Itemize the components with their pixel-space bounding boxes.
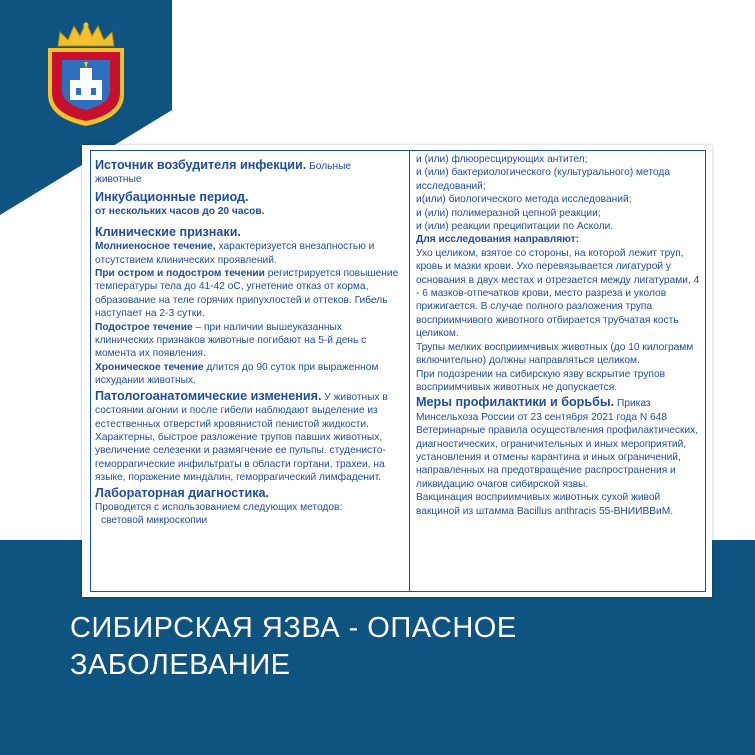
incubation-text: от нескольких часов до 20 часов. (95, 205, 265, 217)
subacute-heading: Подострое течение (95, 321, 193, 333)
patho-text: У животных в состоянии агонии и после гибели наблюдают выделение из естественных отверстий кровянистой пенистой жидкости. Характерны, быстрое разложение трупов павших животных, увеличение селезенки и размягчение ее пульпы. студенисто-геморрагические инфильтраты в области гортани, трахеи, на языке, поражение миндалин, геморрагический лимфаденит. (95, 391, 388, 484)
chronic-heading: Хроническое течение (95, 361, 204, 373)
subacute-text: – при наличии вышеуказанных клинических признаков животные погибают на 5-й день с момента их появления. (95, 321, 367, 360)
chronic-paragraph (95, 361, 403, 388)
source-text-2: животные (95, 174, 142, 186)
method-line-1: и (или) флюоресцирующих антител; (416, 154, 588, 165)
clinical-heading: Клинические признаки. (95, 225, 241, 240)
info-card (82, 145, 712, 597)
acute-text: регистрируется повышение температуры тела до 41-42 оС, угнетение отказ от корма, образование на теле горячих припухлостей и оттеков. Гибель наступает на 2-3 сутки. (95, 268, 399, 320)
prevention-paragraph (416, 394, 701, 491)
lab-text-2: световой микроскопии (101, 514, 208, 526)
lightning-paragraph (95, 240, 403, 267)
lab-text: Проводится с использованием следующих методов: (95, 501, 343, 513)
info-table (90, 150, 706, 592)
prevention-text: Приказ Минсельхоза России от 23 сентября 2021 года N 648 Ветеринарные правила осуществления профилактических, диагностических, ограничительных и иных мероприятий, установления и отмены карантина и иных ограничений, направленных на предотвращение распространения и ликвидацию очагов сибирской язвы. (416, 398, 699, 490)
left-column (91, 151, 409, 591)
page-title (70, 610, 517, 684)
title-line-1: СИБИРСКАЯ ЯЗВА - ОПАСНОЕ (70, 612, 517, 644)
title-line-2: ЗАБОЛЕВАНИЕ (70, 649, 291, 681)
send-text: Ухо целиком, взятое со стороны, на которой лежит труп, кровь и мазки крови. Ухо перевязывается лигатурой у основания в двух местах и отрезается между лигатурами, 4 - 6 мазков-отпечатков крови, место разреза и уколов прижигается. В случае полного разложения трупа восприимчивого животного отбирается трубчатая кость целиком. (416, 247, 700, 340)
right-column (409, 151, 705, 591)
vaccination-text: Вакцинация восприимчивых животных сухой живой вакциной из штамма Bacillus anthracis 55-ВНИИВВиМ. (416, 492, 674, 517)
source-text: Больные (309, 161, 352, 172)
patho-paragraph (95, 388, 403, 485)
source-paragraph (95, 157, 403, 187)
incubation-heading: Инкубационные период. (95, 189, 249, 204)
acute-paragraph (95, 267, 403, 321)
subacute-paragraph (95, 321, 403, 361)
suspicion-text: При подозрении на сибирскую язву вскрытие трупов восприимчивых животных не допускается. (416, 368, 666, 393)
lightning-heading: Молниеносное течение, (95, 241, 216, 253)
prevention-heading: Меры профилактики и борьбы. (416, 395, 615, 410)
method-line-3: и(или) биологического метода исследований; (416, 194, 632, 206)
source-heading: Источник возбудителя инфекции. (95, 158, 307, 172)
small-animals-text: Трупы мелких восприимчивых животных (до 10 килограмм включительно) должны направляться целиком. (416, 341, 694, 367)
acute-heading: При остром и подостром течении (95, 268, 265, 280)
chronic-text: длится до 90 суток при выраженном исхудании животных. (95, 361, 379, 387)
method-line-4: и (или) полимеразной цепной реакции; (416, 207, 601, 219)
method-line-2: и (или) бактериологического (культурального) метода исследований; (416, 167, 670, 192)
oryol-region-coat-of-arms-icon (40, 22, 132, 127)
patho-heading: Патологоанатомические изменения. (95, 388, 322, 403)
lightning-text: характеризуется внезапностью и отсутствием клинических проявлений. (95, 241, 375, 266)
send-heading: Для исследования направляют: (416, 234, 580, 246)
lab-heading: Лабораторная диагностика. (95, 485, 270, 500)
method-line-5: и (или) реакции преципитации по Асколи. (416, 221, 614, 233)
